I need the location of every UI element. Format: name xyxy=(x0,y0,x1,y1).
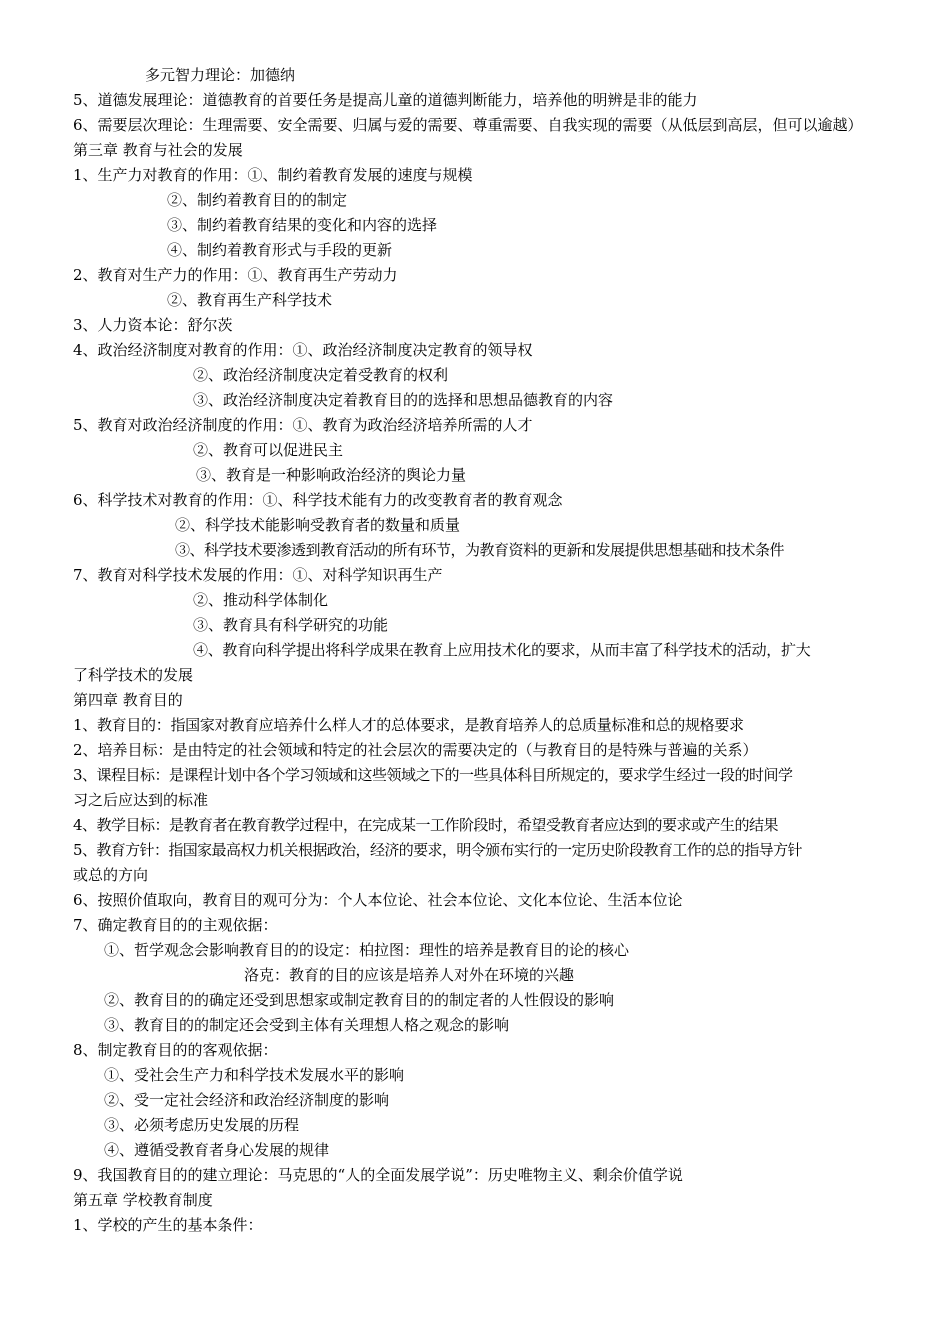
text-line: ②、教育再生产科学技术 xyxy=(167,291,333,309)
text-line: 6、需要层次理论：生理需要、安全需要、归属与爱的需要、尊重需要、自我实现的需要（从低层到高层，但可以逾越） xyxy=(73,116,863,134)
text-line: 1、学校的产生的基本条件： xyxy=(73,1216,263,1234)
text-line: 2、教育对生产力的作用：①、教育再生产劳动力 xyxy=(73,266,398,284)
text-line: 3、课程目标：是课程计划中各个学习领域和这些领域之下的一些具体科目所规定的，要求学生经过一段的时间学 xyxy=(73,766,793,784)
text-line: ②、政治经济制度决定着受教育的权利 xyxy=(193,366,449,384)
text-line: ③、教育具有科学研究的功能 xyxy=(193,616,389,634)
chapter-heading: 第五章 学校教育制度 xyxy=(73,1191,213,1209)
text-line: 2、培养目标：是由特定的社会领域和特定的社会层次的需要决定的（与教育目的是特殊与普遍的关系） xyxy=(73,741,758,759)
text-line: ②、制约着教育目的的制定 xyxy=(167,191,348,209)
text-line: 5、教育对政治经济制度的作用：①、教育为政治经济培养所需的人才 xyxy=(73,416,533,434)
text-line: 6、科学技术对教育的作用：①、科学技术能有力的改变教育者的教育观念 xyxy=(73,491,563,509)
text-line: 3、人力资本论：舒尔茨 xyxy=(73,316,233,334)
text-line: 多元智力理论：加德纳 xyxy=(145,66,296,84)
text-line: 9、我国教育目的的建立理论：马克思的“人的全面发展学说”：历史唯物主义、剩余价值学说 xyxy=(73,1166,683,1184)
text-line: 7、确定教育目的的主观依据： xyxy=(73,916,278,934)
text-line: ④、制约着教育形式与手段的更新 xyxy=(167,241,393,259)
chapter-heading: 第四章 教育目的 xyxy=(73,691,183,709)
text-line: 8、制定教育目的的客观依据： xyxy=(73,1041,278,1059)
text-line: ③、制约着教育结果的变化和内容的选择 xyxy=(167,216,438,234)
text-line: 1、教育目的：指国家对教育应培养什么样人才的总体要求，是教育培养人的总质量标准和总的规格要求 xyxy=(73,716,744,734)
text-line: ②、教育目的的确定还受到思想家或制定教育目的的制定者的人性假设的影响 xyxy=(104,991,615,1009)
text-line: ②、教育可以促进民主 xyxy=(193,441,344,459)
text-line: ②、受一定社会经济和政治经济制度的影响 xyxy=(104,1091,390,1109)
text-line: ②、科学技术能影响受教育者的数量和质量 xyxy=(175,516,461,534)
text-line: ②、推动科学体制化 xyxy=(193,591,329,609)
text-line: 4、教学目标：是教育者在教育教学过程中，在完成某一工作阶段时，希望受教育者应达到的要求或产生的结果 xyxy=(73,816,779,834)
chapter-heading: 第三章 教育与社会的发展 xyxy=(73,141,243,159)
text-line: 6、按照价值取向，教育目的观可分为：个人本位论、社会本位论、文化本位论、生活本位论 xyxy=(73,891,683,909)
text-line: ①、受社会生产力和科学技术发展水平的影响 xyxy=(104,1066,405,1084)
text-line: 或总的方向 xyxy=(73,866,149,884)
text-line: ③、教育是一种影响政治经济的舆论力量 xyxy=(196,466,467,484)
text-line: 5、教育方针：指国家最高权力机关根据政治，经济的要求，明令颁布实行的一定历史阶段教育工作的总的指导方针 xyxy=(73,841,802,859)
text-line: 了科学技术的发展 xyxy=(73,666,194,684)
text-line: ③、科学技术要渗透到教育活动的所有环节，为教育资料的更新和发展提供思想基础和技术条件 xyxy=(175,541,785,559)
text-line: ③、必须考虑历史发展的历程 xyxy=(104,1116,300,1134)
text-line: 习之后应达到的标准 xyxy=(73,791,209,809)
text-line: 洛克：教育的目的应该是培养人对外在环境的兴趣 xyxy=(244,966,575,984)
text-line: ④、遵循受教育者身心发展的规律 xyxy=(104,1141,330,1159)
text-line: 7、教育对科学技术发展的作用：①、对科学知识再生产 xyxy=(73,566,443,584)
text-line: 5、道德发展理论：道德教育的首要任务是提高儿童的道德判断能力，培养他的明辨是非的能力 xyxy=(73,91,698,109)
text-line: ③、教育目的的制定还会受到主体有关理想人格之观念的影响 xyxy=(104,1016,510,1034)
text-line: 4、政治经济制度对教育的作用：①、政治经济制度决定教育的领导权 xyxy=(73,341,533,359)
text-line: ④、教育向科学提出将科学成果在教育上应用技术化的要求，从而丰富了科学技术的活动，扩大 xyxy=(193,641,811,659)
text-line: ③、政治经济制度决定着教育目的的选择和思想品德教育的内容 xyxy=(193,391,614,409)
text-line: 1、生产力对教育的作用：①、制约着教育发展的速度与规模 xyxy=(73,166,473,184)
text-line: ①、哲学观念会影响教育目的的设定：柏拉图：理性的培养是教育目的论的核心 xyxy=(104,941,630,959)
